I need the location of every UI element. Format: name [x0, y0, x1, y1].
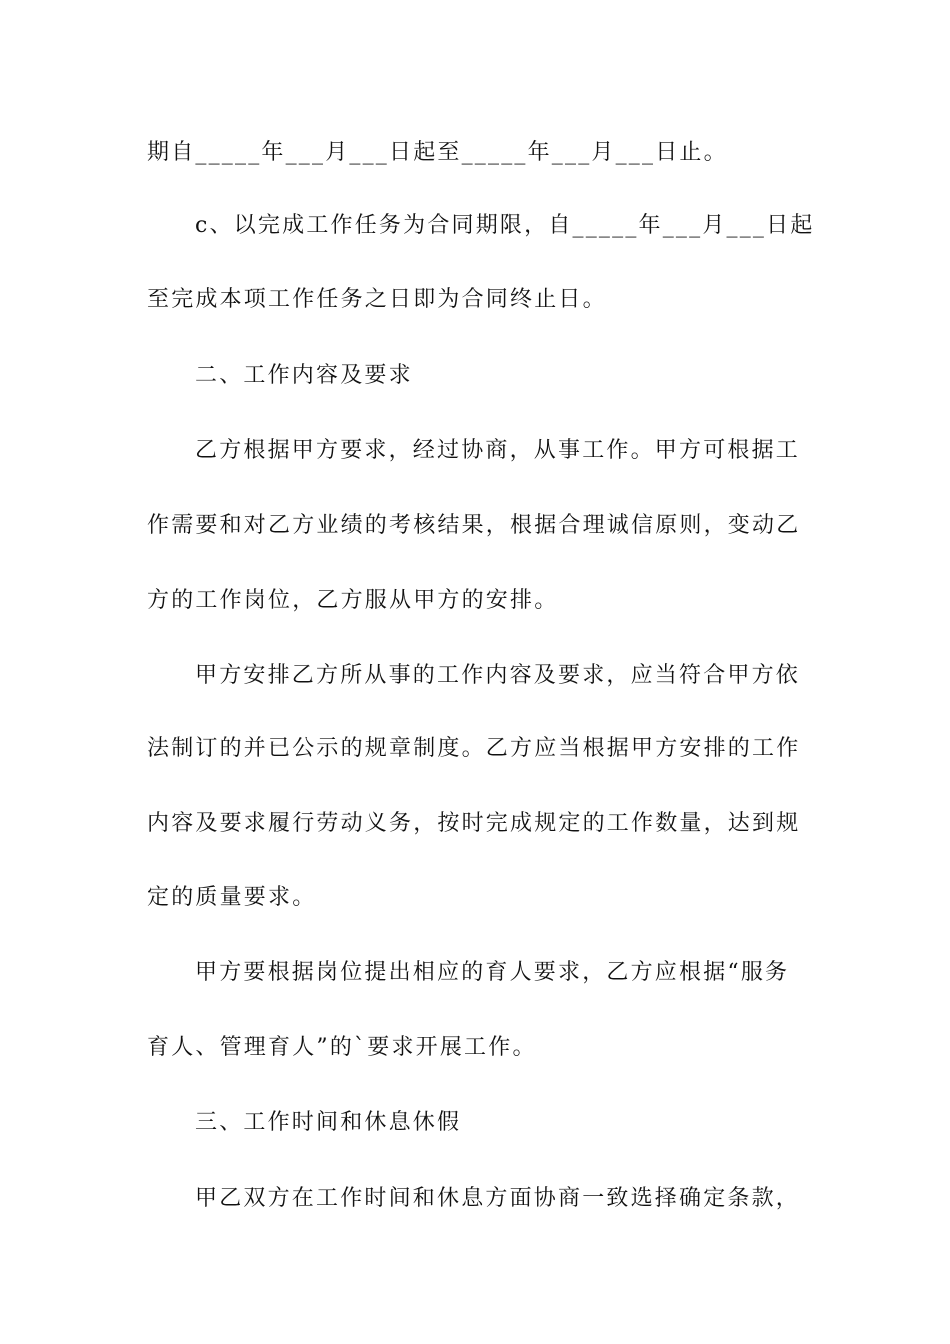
section-heading-3: 三、工作时间和休息休假	[195, 1110, 462, 1135]
paragraph-line: 内容及要求履行劳动义务，按时完成规定的工作数量，达到规	[147, 811, 801, 836]
paragraph-line: 作需要和对乙方业绩的考核结果，根据合理诚信原则，变动乙	[147, 513, 801, 538]
paragraph-line: 定的质量要求。	[147, 885, 317, 910]
paragraph-line: 甲方要根据岗位提出相应的育人要求，乙方应根据“服务	[195, 960, 790, 985]
text-line-term-dates: 期自_____年___月___日起至_____年___月___日止。	[147, 140, 728, 165]
paragraph-line: 法制订的并已公示的规章制度。乙方应当根据甲方安排的工作	[147, 736, 801, 761]
section-heading-2: 二、工作内容及要求	[195, 363, 413, 388]
paragraph-line: 甲乙双方在工作时间和休息方面协商一致选择确定条款，	[195, 1186, 801, 1211]
paragraph-line: 方的工作岗位，乙方服从甲方的安排。	[147, 588, 559, 613]
text-line-option-c: c、以完成工作任务为合同期限，自_____年___月___日起	[195, 213, 815, 238]
paragraph-line: 育人、管理育人”的`要求开展工作。	[147, 1035, 537, 1060]
paragraph-line: 甲方安排乙方所从事的工作内容及要求，应当符合甲方依	[195, 663, 801, 688]
paragraph-line: 乙方根据甲方要求，经过协商，从事工作。甲方可根据工	[195, 438, 801, 463]
text-line-option-c-cont: 至完成本项工作任务之日即为合同终止日。	[147, 287, 607, 312]
